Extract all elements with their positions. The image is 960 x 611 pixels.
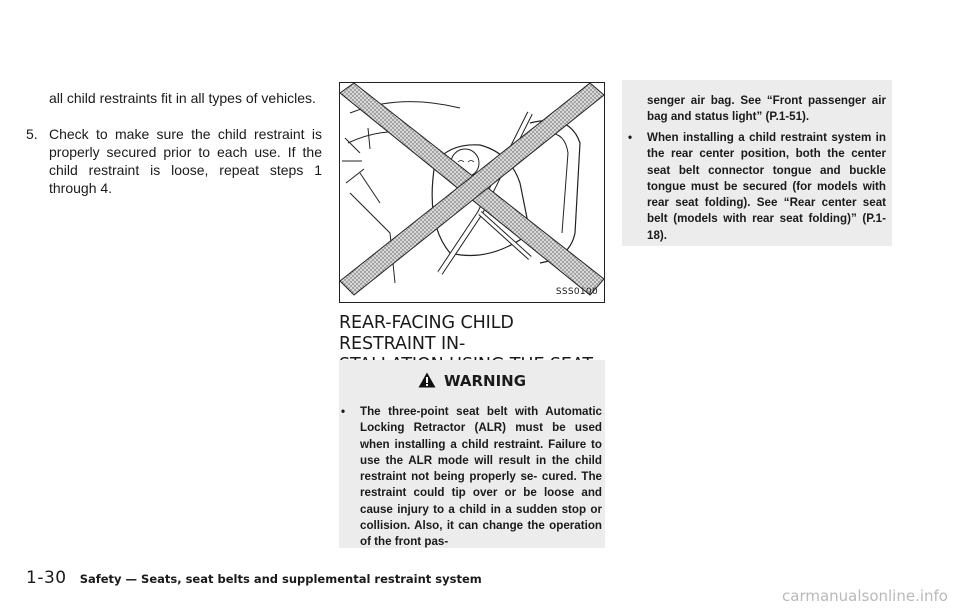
footer-title: Safety — Seats, seat belts and supplemental restraint system	[79, 572, 482, 586]
warning-item-1-text: The three-point seat belt with Automatic Locking Retractor (ALR) must be used when installing a child restraint. Failure to use the ALR mode will result in the child restraint not being properly se- cured. The restraint could tip over or be loose and cause injury to a child in a sudden stop or collision. Also, it can change the operation of the front pas-	[360, 405, 602, 549]
step-number: 5.	[26, 126, 38, 142]
bullet: •	[341, 405, 346, 418]
warning-title-text: WARNING	[443, 372, 527, 390]
warning-item-1-cont-text: senger air bag. See “Front passenger air bag and status light” (P.1-51).	[647, 94, 886, 124]
warning-box	[339, 360, 605, 548]
figure-code: SSS0100	[555, 287, 598, 297]
step-text: Check to make sure the child restraint is properly secured prior to each use. If the child restraint is loose, repeat steps 1 through 4.	[49, 126, 322, 196]
warning-title	[339, 372, 605, 390]
warning-triangle-icon	[418, 372, 436, 388]
warning-item-1-continued	[628, 93, 886, 126]
warning-item-1	[341, 404, 602, 551]
warning-continuation-box	[622, 80, 892, 246]
step-5	[26, 125, 322, 197]
figure	[339, 82, 605, 303]
heading-line-1: REAR-FACING CHILD RESTRAINT IN-	[339, 313, 514, 354]
warning-item-2-text: When installing a child restraint system in the rear center position, both the center seat belt connector tongue and buckle tongue must be secured (for models with rear seat folding). See “Rear center seat belt (models with rear seat folding)” (P.1-18).	[647, 131, 886, 242]
warning-item-2	[628, 130, 886, 244]
page-number: 1-30	[26, 568, 67, 588]
page-footer	[26, 568, 482, 588]
bullet: •	[628, 131, 633, 144]
watermark: carmanualsonline.info	[782, 587, 948, 605]
rear-facing-seat-illustration	[340, 83, 604, 302]
continuation-text: all child restraints fit in all types of vehicles.	[49, 90, 316, 106]
